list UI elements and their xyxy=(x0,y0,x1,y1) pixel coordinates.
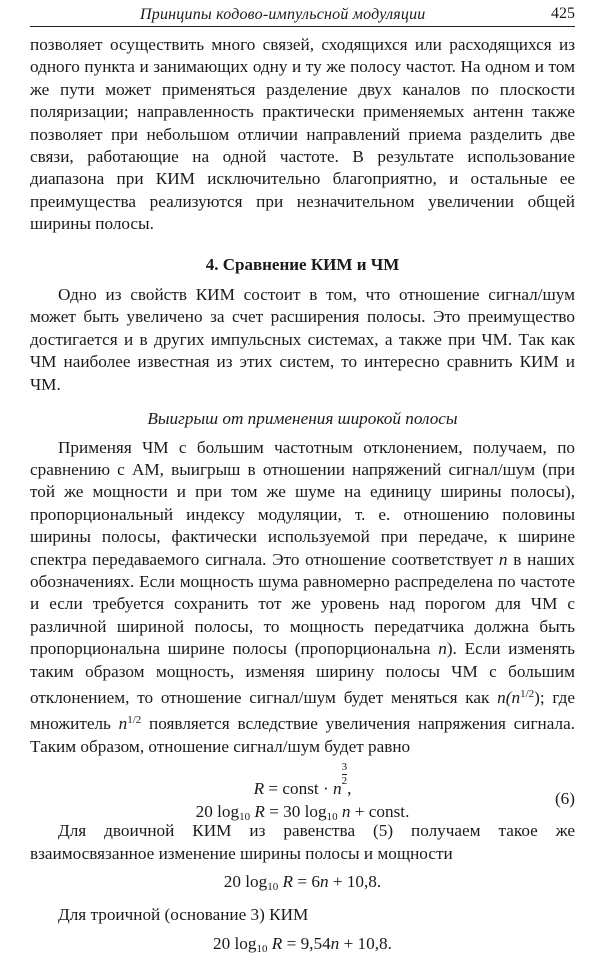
math-var: n xyxy=(118,714,128,734)
math-var: n xyxy=(438,639,447,659)
equation-6-line-1 xyxy=(30,762,575,800)
math-text: + const. xyxy=(350,801,410,821)
paragraph-continuation: позволяет осуществить много связей, сходящихся или расходящихся из одного пункта и занимающих одну и ту же полосу частот. На одном и том же пути может применяться разделение двух каналов по плоскости поляризации; направленность практически применяемых антенн также позволяет при небольшом отличии направлений приема разделить две связи, работающие на одной частоте. В результате использование диапазона при КИМ исключительно благоприятно, и остальные ее преимущества реализуются при незначительном увеличении общей ширины полосы. xyxy=(30,35,575,234)
fraction-numerator: 3 xyxy=(341,761,348,774)
math-text: + 10,8. xyxy=(328,872,382,891)
section-title: 4. Сравнение КИМ и ЧМ xyxy=(205,254,400,274)
equation-6 xyxy=(30,761,575,823)
text-run: в наших обозначениях. Если мощность шума равномерно распределена по частоте и если требуется сохранить тот же уровень над порогом для ЧМ с различной шириной полосы, то мощность передатчика должна быть пропорциональна ширине полосы (пропорциональна xyxy=(30,549,576,659)
math-subscript: 10 xyxy=(239,810,251,823)
paragraph-binary: Для двоичной КИМ из равенства (5) получаем такое же взаимосвязанное изменение ширины полосы и мощности xyxy=(30,821,575,863)
running-title: Принципы кодово-импульсной модуляции xyxy=(140,6,426,23)
subsection-title: Выигрыш от применения широкой полосы xyxy=(147,409,458,429)
math-var: R xyxy=(278,872,294,891)
paragraph-wideband-gain xyxy=(30,437,575,759)
math-var: n xyxy=(330,933,340,953)
math-subscript: 10 xyxy=(267,881,279,893)
math-var: R xyxy=(267,933,283,953)
math-text: , xyxy=(347,779,352,799)
math-var: n xyxy=(333,779,342,799)
math-text: = 30 log xyxy=(264,801,327,821)
math-var: R xyxy=(253,779,265,799)
math-subscript: 10 xyxy=(326,810,338,823)
math-text: 20 log xyxy=(213,933,257,953)
fraction-denominator: 2 xyxy=(341,775,348,788)
math-text: = 6 xyxy=(293,872,320,891)
equation-6-line-2 xyxy=(30,801,575,828)
paragraph-ternary: Для троичной (основание 3) КИМ xyxy=(58,905,309,925)
page-header xyxy=(30,4,575,27)
math-expr: n(n xyxy=(497,687,521,707)
text-run: ); где множитель xyxy=(30,687,575,734)
math-var: R xyxy=(250,801,265,821)
paragraph-comparison: Одно из свойств КИМ состоит в том, что отношение сигнал/шум может быть увеличено за счет расширения полосы. Это преимущество достигается и в других импульсных системах, а также при ЧМ. Так как ЧМ наиболее известная из этих систем, то интересно сравнить КИМ и ЧМ. xyxy=(30,285,575,394)
math-text: = 9,54 xyxy=(282,933,331,953)
math-exponent: 1/2 xyxy=(520,687,535,700)
math-text: 20 log xyxy=(223,872,268,891)
equation-binary xyxy=(30,871,575,898)
math-var: n xyxy=(319,872,329,891)
math-text: + 10,8. xyxy=(339,933,392,953)
math-exponent: 1/2 xyxy=(127,714,142,727)
text-run: ). Если изменять таким образом мощность, изменяя ширину полосы ЧМ с большим отклонением, то отношение сигнал/шум будет меняться как xyxy=(30,639,576,707)
text-run: Применяя ЧМ с большим частотным отклонением, получаем, по сравнению с АМ, выигрыш в отношении напряжений сигнал/шум (при той же мощности и при том же шуме на единицу ширины полосы), пропорциональный индексу модуляции, т. е. отношению половины ширины полосы, фактически используемой при передаче, к ширине спектра передаваемого сигнала. Это отношение соответствует xyxy=(30,437,575,569)
equation-number: (6) xyxy=(554,789,575,809)
text-run: появляется вследствие увеличения напряжения сигнала. Таким образом, отношение сигнал/шум будет равно xyxy=(30,714,575,756)
book-page xyxy=(30,0,576,955)
math-text: 20 log xyxy=(195,801,240,821)
math-subscript: 10 xyxy=(256,942,268,955)
page-number: 425 xyxy=(551,5,575,22)
math-var: n xyxy=(337,801,351,821)
math-var: n xyxy=(498,549,508,569)
math-text: = const · xyxy=(264,779,333,799)
body-text xyxy=(30,34,575,966)
equation-ternary xyxy=(30,933,575,960)
